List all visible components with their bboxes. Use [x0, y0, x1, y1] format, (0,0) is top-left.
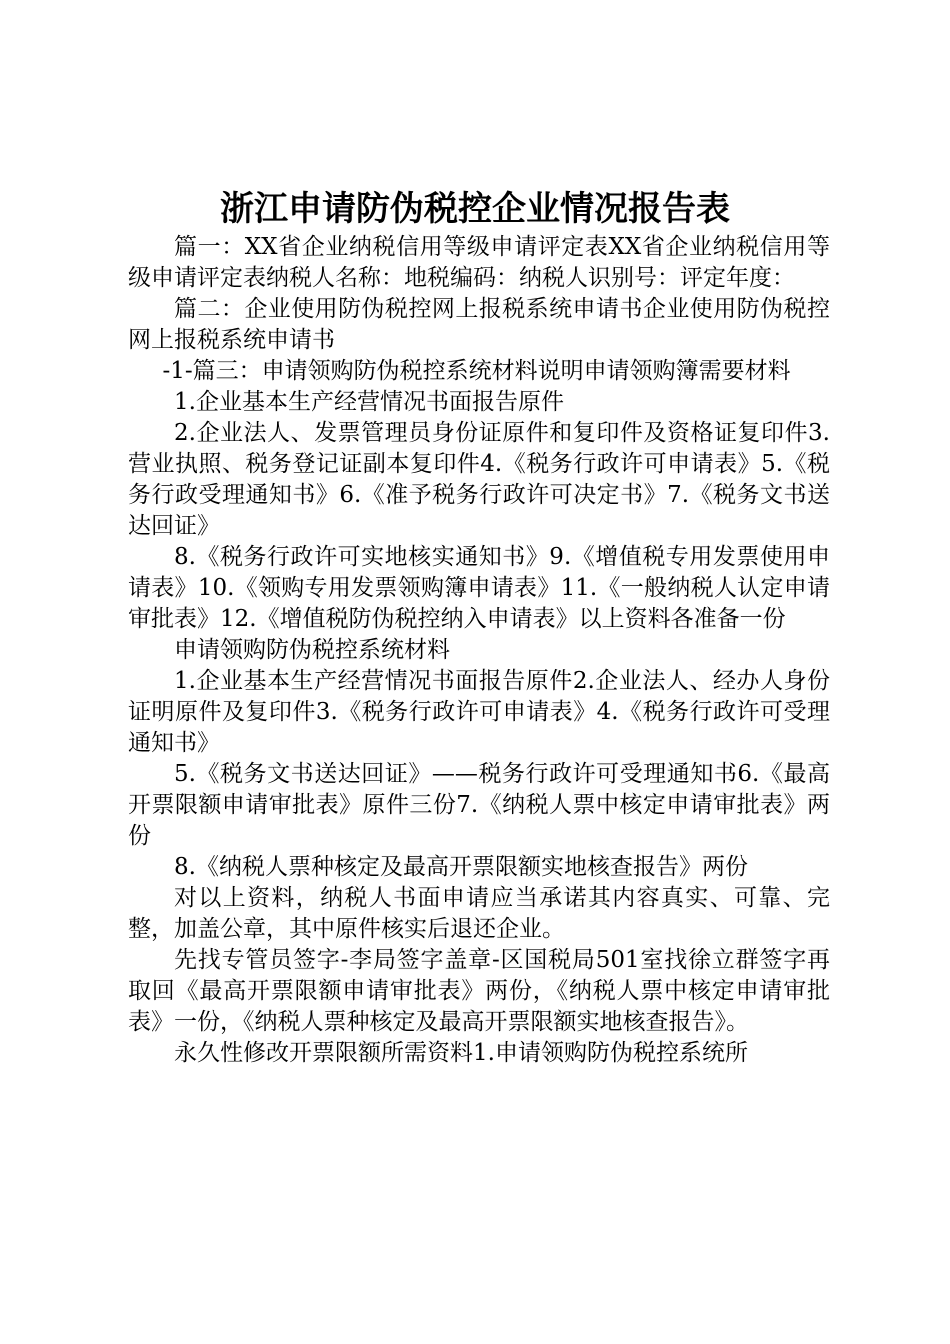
paragraph-7: 申请领购防伪税控系统材料 [174, 637, 450, 663]
paragraph-11: 对以上资料，纳税人书面申请应当承诺其内容真实、可靠、完整，加盖公章，其中原件核实后退还企业。 [128, 885, 830, 942]
paragraph-13: 永久性修改开票限额所需资料1.申请领购防伪税控系统所 [174, 1040, 748, 1066]
paragraph-5: 2.企业法人、发票管理员身份证原件和复印件及资格证复印件3.营业执照、税务登记证副本复印件4.《税务行政许可申请表》5.《税务行政受理通知书》6.《准予税务行政许可决定书》7.《税务文书送达回证》 [128, 420, 830, 539]
document-body [128, 232, 830, 1069]
paragraph-3: -1-篇三：申请领购防伪税控系统材料说明申请领购簿需要材料 [162, 358, 791, 384]
paragraph-2: 篇二：企业使用防伪税控网上报税系统申请书企业使用防伪税控网上报税系统申请书 [128, 296, 830, 353]
paragraph-9: 5.《税务文书送达回证》——税务行政许可受理通知书6.《最高开票限额申请审批表》原件三份7.《纳税人票中核定申请审批表》两份 [128, 761, 830, 849]
document-title: 浙江申请防伪税控企业情况报告表 [220, 189, 730, 229]
paragraph-6: 8.《税务行政许可实地核实通知书》9.《增值税专用发票使用申请表》10.《领购专用发票领购簿申请表》11.《一般纳税人认定申请审批表》12.《增值税防伪税控纳入申请表》以上资料各准备一份 [128, 544, 830, 632]
paragraph-1: 篇一：XX省企业纳税信用等级申请评定表XX省企业纳税信用等级申请评定表纳税人名称：地税编码：纳税人识别号：评定年度： [128, 234, 830, 291]
paragraph-10: 8.《纳税人票种核定及最高开票限额实地核查报告》两份 [174, 854, 748, 880]
paragraph-4: 1.企业基本生产经营情况书面报告原件 [174, 389, 564, 415]
paragraph-8: 1.企业基本生产经营情况书面报告原件2.企业法人、经办人身份证明原件及复印件3.《税务行政许可申请表》4.《税务行政许可受理通知书》 [128, 668, 830, 756]
paragraph-12: 先找专管员签字-李局签字盖章-区国税局501室找徐立群签字再取回《最高开票限额申请审批表》两份，《纳税人票中核定申请审批表》一份，《纳税人票种核定及最高开票限额实地核查报告》。 [128, 947, 830, 1035]
